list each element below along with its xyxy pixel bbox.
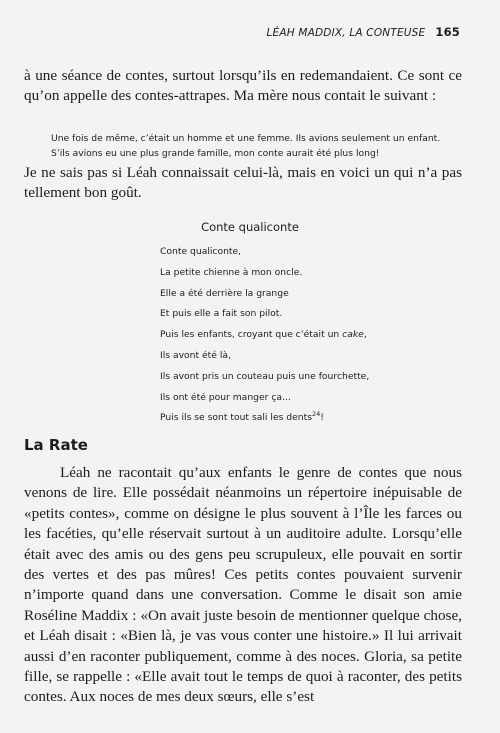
- page-number: 165: [435, 25, 460, 39]
- poem-line: Et puis elle a fait son pilot.: [160, 308, 283, 320]
- poem-line: [160, 408, 369, 429]
- quote-block: [51, 131, 451, 161]
- poem-line: [160, 325, 369, 346]
- poem-line-text: Puis ils se sont tout sali les dents: [160, 412, 313, 424]
- quote-line: Une fois de même, c’était un homme et une femme. Ils avions seulement un enfant.: [51, 133, 441, 144]
- poem-line: Ils ont été pour manger ça...: [160, 391, 291, 403]
- running-title: LÉAH MADDIX, LA CONTEUSE: [266, 27, 426, 39]
- section-heading: La Rate: [24, 436, 88, 454]
- section-paragraph: Léah ne racontait qu’aux enfants le genre de contes que nous venons de lire. Elle possédait néanmoins un répertoire inépuisable de «petits contes», comme on désigne le plus souvent à l’Île les farces ou les facéties, qu’elle réservait surtout à un auditoire adulte. Lorsqu’elle était avec des amis ou des gens peu scrupuleux, elle pouvait en sortir des vertes et des pas mûres! Ces petits contes pouvaient survenir n’importe quand dans une conversation. Comme le disait son amie Roséline Maddix : «On avait juste besoin de mentionner quelque chose, et Léah disait : «Bien là, je vas vous conter une histoire.» Il lui arrivait aussi d’en raconter publiquement, comme à des noces. Gloria, sa petite fille, se rappelle : «Elle avait tout le temps de quoi à raconter, des petits contes. Aux noces de mes deux sœurs, elle s’est: [24, 464, 462, 706]
- poem-italic-word: cake: [342, 329, 364, 341]
- quote-line: S’ils avions eu une plus grande famille, mon conte aurait été plus long!: [51, 148, 380, 160]
- footnote-marker[interactable]: 24: [312, 410, 321, 419]
- running-head: [266, 25, 460, 39]
- poem-title: Conte qualiconte: [201, 220, 299, 234]
- poem-line-punctuation: ,: [363, 329, 367, 341]
- poem-line: Ils avont pris un couteau puis une fourchette,: [160, 370, 370, 382]
- intro-paragraph: à une séance de contes, surtout lorsqu’ils en redemandaient. Ce sont ce qu’on appelle des contes-attrapes. Ma mère nous contait le suivant :: [24, 67, 462, 105]
- poem-line-punctuation: !: [320, 412, 324, 424]
- transition-paragraph: Je ne sais pas si Léah connaissait celui-là, mais en voici un qui n’a pas tellement bon goût.: [24, 164, 462, 202]
- poem-line: Elle a été derrière la grange: [160, 287, 289, 299]
- poem: [160, 242, 369, 429]
- poem-line-text: Puis les enfants, croyant que c’était un: [160, 329, 343, 341]
- poem-line: Conte qualiconte,: [160, 246, 242, 257]
- poem-line: Ils avont été là,: [160, 349, 231, 361]
- poem-line: La petite chienne à mon oncle.: [160, 266, 303, 278]
